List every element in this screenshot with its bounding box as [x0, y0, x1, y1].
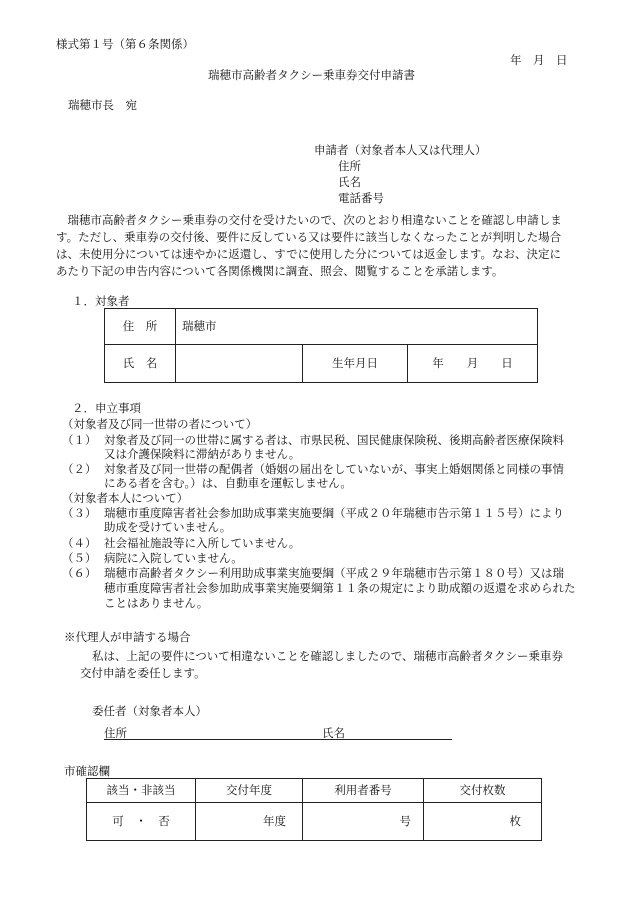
item-text: 瑞穂市高齢者タクシー利用助成事業実施要綱（平成２９年瑞穂市告示第１８０号）又は瑞 [104, 566, 564, 580]
item-number: （５） [62, 551, 97, 565]
user-number-cell: 号 [303, 803, 424, 841]
target-person-table [104, 308, 538, 383]
city-check-heading: 市確認欄 [64, 764, 110, 778]
intro-line: す。ただし、乗車券の交付後、要件に反している又は要件に該当しなくなったことが判明した場合 [56, 230, 562, 244]
birth-value-cell: 年 月 日 [408, 345, 538, 383]
item-text: 又は介護保険料に滞納がありません。 [104, 447, 301, 461]
addressee: 瑞穂市長 宛 [68, 98, 137, 112]
item-text: 病院に入院していません。 [104, 551, 243, 565]
section1-heading: １．対象者 [72, 294, 130, 308]
address-label-cell: 住 所 [105, 309, 176, 345]
form-number: 様式第１号（第６条関係） [56, 37, 194, 51]
item-number: （２） [62, 462, 97, 476]
name-value-cell [176, 345, 303, 383]
city-check-table [86, 778, 542, 841]
address-value-cell: 瑞穂市 [176, 309, 538, 345]
name-label-cell: 氏 名 [105, 345, 176, 383]
group-heading: （対象者本人について） [62, 491, 189, 505]
proxy-heading: ※代理人が申請する場合 [64, 630, 191, 644]
item-number: （１） [62, 433, 97, 447]
item-number: （４） [62, 536, 97, 550]
delegator-address-label: 住所 [104, 726, 127, 740]
item-text: 対象者及び同一世帯の配偶者（婚姻の届出をしていないが、事実上婚姻関係と同様の事情 [104, 462, 564, 476]
applicant-address-label: 住所 [338, 159, 361, 173]
page-title: 瑞穂市高齢者タクシー乗車券交付申請書 [208, 68, 415, 82]
intro-line: 瑞穂市高齢者タクシー乗車券の交付を受けたいので、次のとおり相違ないことを確認し申請しま [56, 213, 562, 227]
item-number: （６） [62, 566, 97, 580]
applicant-heading: 申請者（対象者本人又は代理人） [314, 143, 487, 157]
header-cell: 交付年度 [196, 779, 303, 803]
item-text: 対象者及び同一の世帯に属する者は、市県民税、国民健康保険税、後期高齢者医療保険料 [104, 433, 564, 447]
item-text: 助成を受けていません。 [104, 520, 232, 534]
header-cell: 該当・非該当 [87, 779, 196, 803]
item-text: ことはありません。 [104, 596, 209, 610]
item-text: にある者を含む。）は、自動車を運転しません。 [104, 476, 352, 490]
date-line: 年 月 日 [510, 53, 568, 67]
ticket-count-cell: 枚 [424, 803, 542, 841]
item-number: （３） [62, 506, 97, 520]
eligibility-cell: 可 ・ 否 [87, 803, 196, 841]
proxy-text: 交付申請を委任します。 [80, 666, 206, 680]
section2-heading: ２．申立事項 [72, 401, 141, 415]
delegator-name-label: 氏名 [322, 726, 345, 740]
header-cell: 交付枚数 [424, 779, 542, 803]
item-text: 穂市重度障害者社会参加助成事業実施要綱第１１条の規定により助成額の返還を求められた [104, 581, 576, 595]
applicant-phone-label: 電話番号 [338, 191, 384, 205]
applicant-name-label: 氏名 [338, 175, 361, 189]
delegator-signature-line [104, 725, 452, 740]
group-heading: （対象者及び同一世帯の者について） [62, 417, 258, 431]
proxy-text: 私は、上記の要件について相違ないことを確認しましたので、瑞穂市高齢者タクシー乗車券 [92, 649, 564, 663]
delegator-label: 委任者（対象者本人） [92, 704, 207, 718]
header-cell: 利用者番号 [303, 779, 424, 803]
item-text: 社会福祉施設等に入所していません。 [104, 536, 301, 550]
intro-line: あたり下記の申告内容について各関係機関に調査、照会、閲覧することを承諾します。 [56, 264, 504, 278]
fiscal-year-cell: 年度 [196, 803, 303, 841]
intro-line: は、未使用分については速やかに返還し、すでに使用した分については返金します。なお、決定に [56, 247, 561, 261]
item-text: 瑞穂市重度障害者社会参加助成事業実施要綱（平成２０年瑞穂市告示第１１５号）により [104, 506, 564, 520]
birth-label-cell: 生年月日 [303, 345, 408, 383]
